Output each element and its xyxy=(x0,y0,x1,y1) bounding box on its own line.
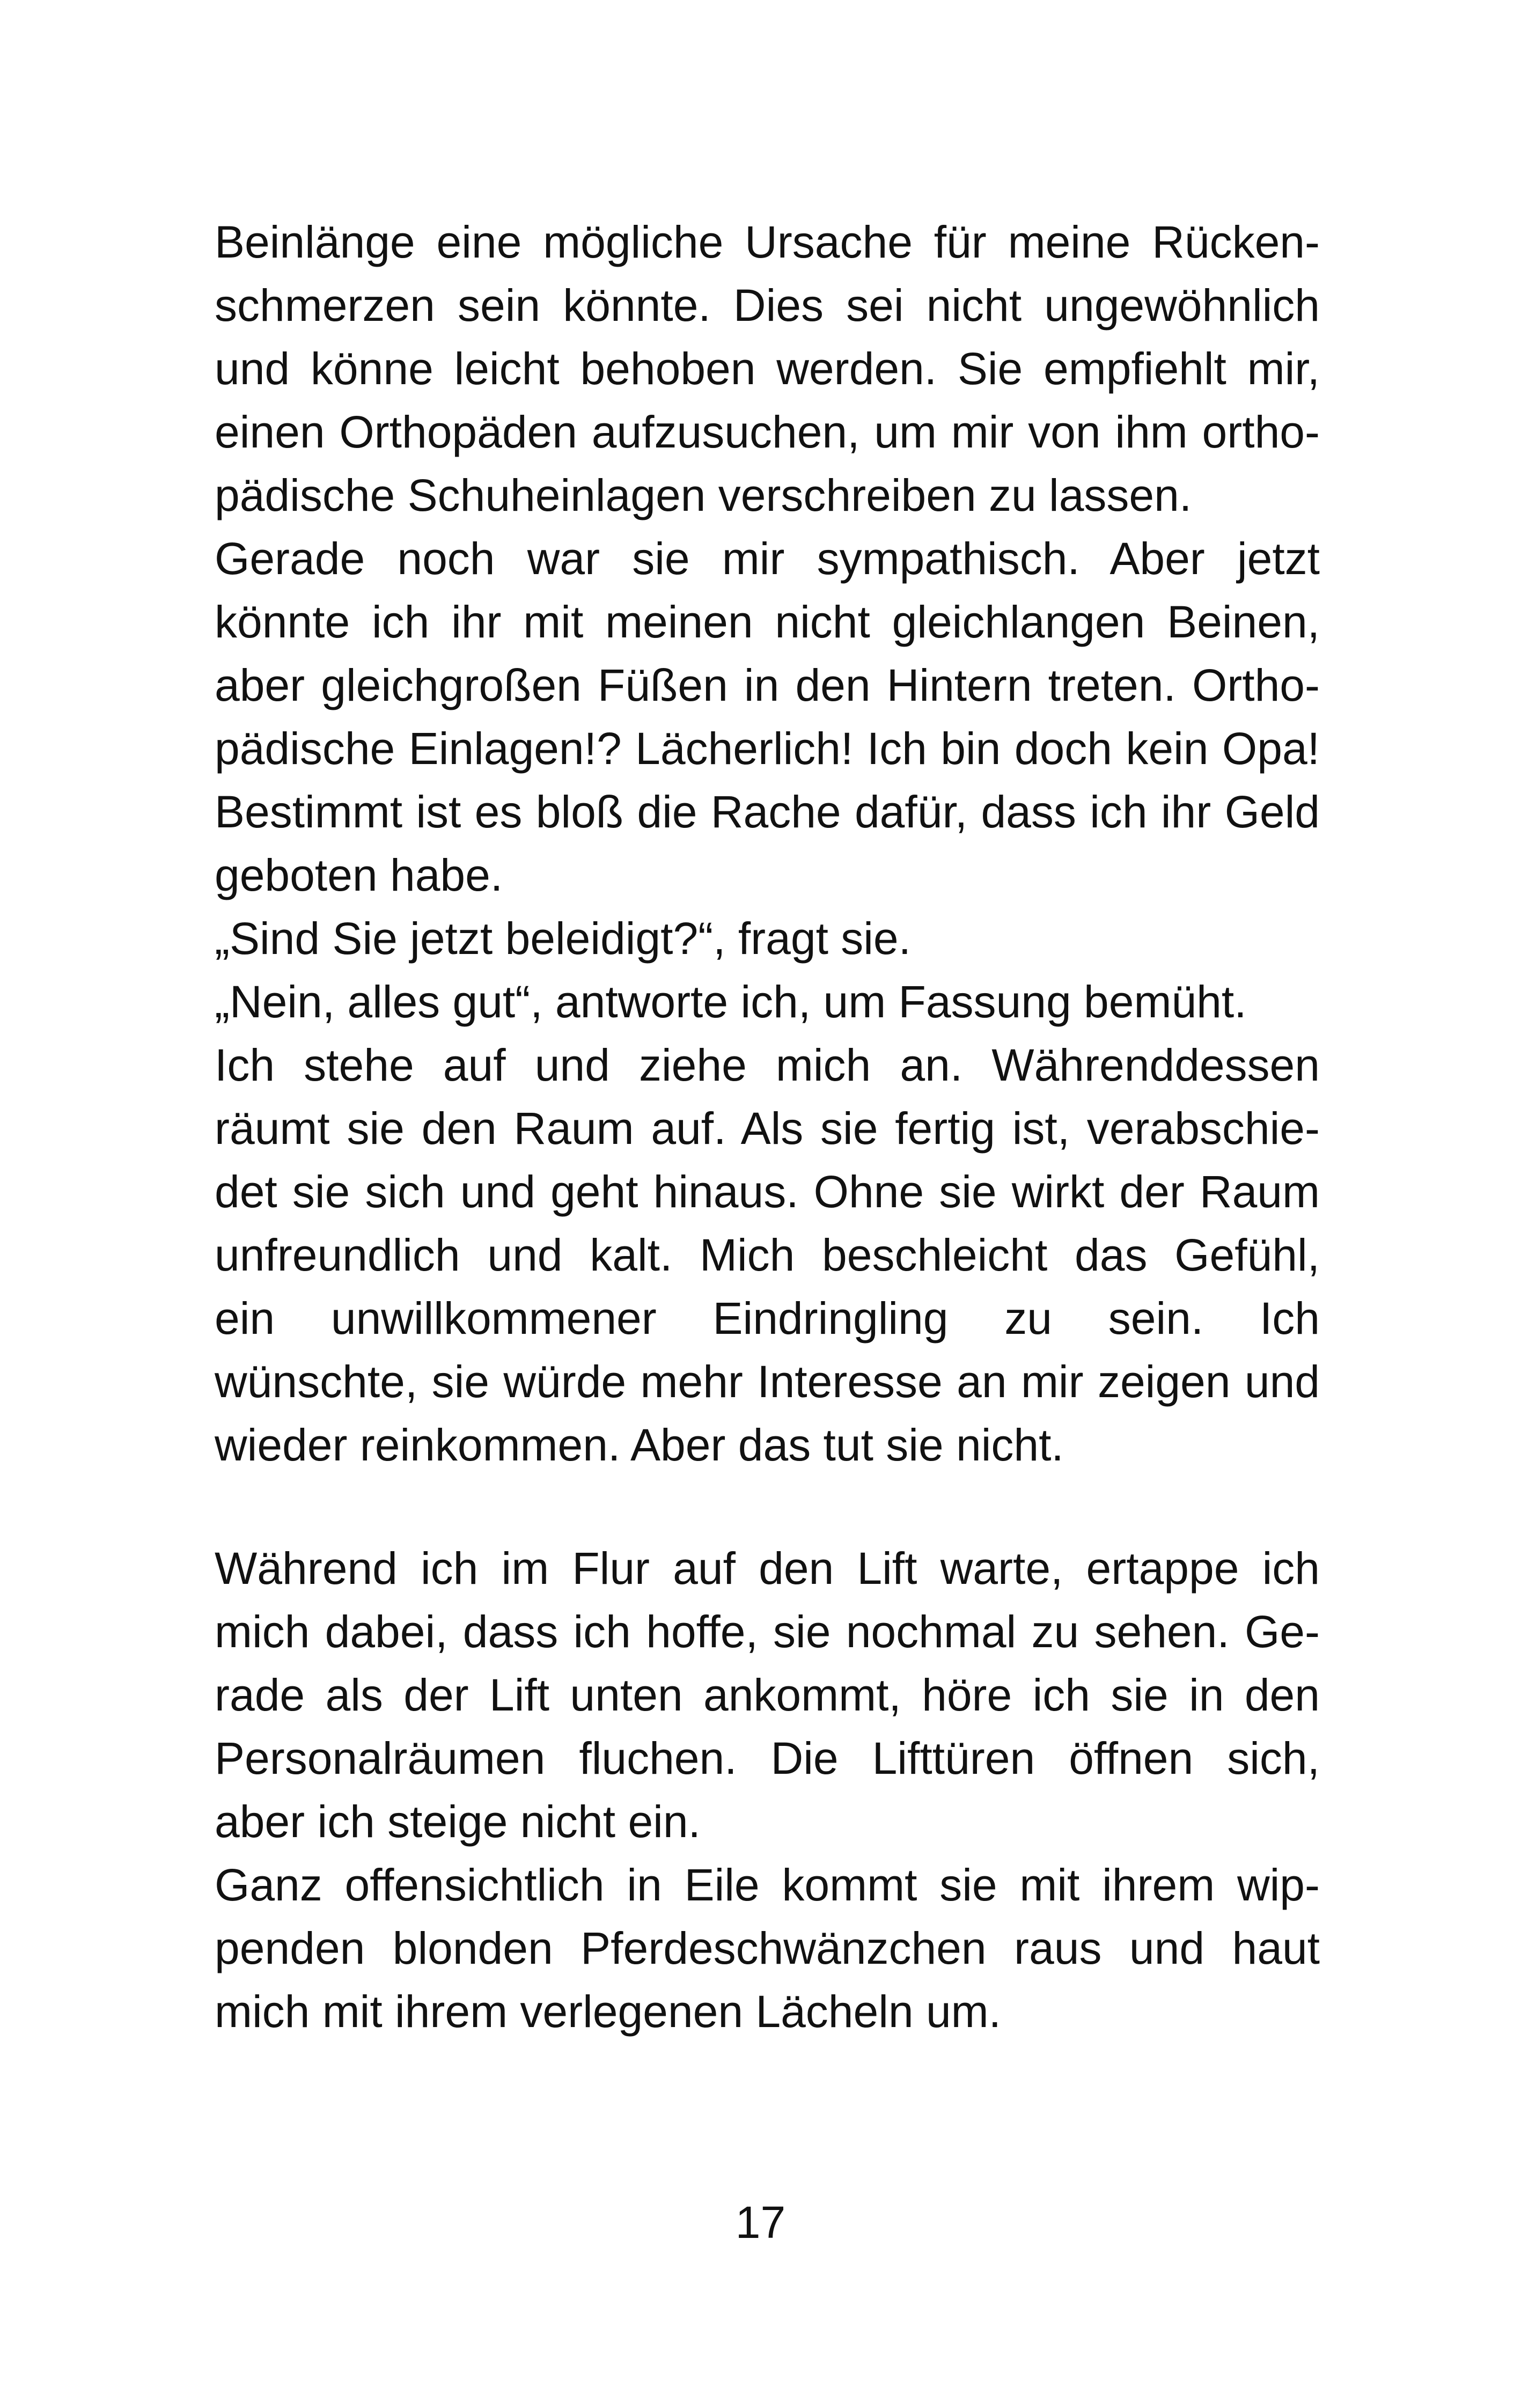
text-line: „Nein, alles gut“, antworte ich, um Fassung bemüht. xyxy=(215,977,1247,1027)
text-block-1 xyxy=(215,210,1320,1477)
text-line: und könne leicht behoben werden. Sie empfiehlt mir, xyxy=(215,343,1320,394)
text-line: det sie sich und geht hinaus. Ohne sie wirkt der Raum xyxy=(215,1166,1320,1217)
text-line: rade als der Lift unten ankommt, höre ich sie in den xyxy=(215,1670,1320,1720)
text-line: mich dabei, dass ich hoffe, sie nochmal zu sehen. Ge- xyxy=(215,1606,1320,1657)
text-line: pädische Schuheinlagen verschreiben zu lassen. xyxy=(215,470,1192,520)
text-line: wieder reinkommen. Aber das tut sie nicht. xyxy=(215,1420,1064,1470)
text-line: aber gleichgroßen Füßen in den Hintern treten. Ortho- xyxy=(215,660,1320,710)
text-line: könnte ich ihr mit meinen nicht gleichlangen Beinen, xyxy=(215,597,1320,647)
text-line: Personalräumen fluchen. Die Lifttüren öffnen sich, xyxy=(215,1733,1320,1783)
text-line: einen Orthopäden aufzusuchen, um mir von ihm ortho- xyxy=(215,407,1320,457)
text-line: unfreundlich und kalt. Mich beschleicht das Gefühl, xyxy=(215,1230,1320,1280)
text-line: Während ich im Flur auf den Lift warte, ertappe ich xyxy=(215,1543,1320,1594)
text-line: Gerade noch war sie mir sympathisch. Aber jetzt xyxy=(215,533,1320,584)
text-line: mich mit ihrem verlegenen Lächeln um. xyxy=(215,1986,1001,2037)
text-line: aber ich steige nicht ein. xyxy=(215,1796,701,1847)
text-line: räumt sie den Raum auf. Als sie fertig ist, verabschie- xyxy=(215,1103,1320,1154)
text-line: Bestimmt ist es bloß die Rache dafür, dass ich ihr Geld xyxy=(215,787,1320,837)
text-line: penden blonden Pferdeschwänzchen raus und haut xyxy=(215,1923,1320,1973)
text-line: pädische Einlagen!? Lächerlich! Ich bin doch kein Opa! xyxy=(215,723,1320,774)
text-line: Beinlänge eine mögliche Ursache für meine Rücken- xyxy=(215,217,1320,267)
text-line: wünschte, sie würde mehr Interesse an mir zeigen und xyxy=(215,1356,1320,1407)
text-line: geboten habe. xyxy=(215,850,503,900)
text-line: Ganz offensichtlich in Eile kommt sie mit ihrem wip- xyxy=(215,1860,1320,1910)
text-line: Ich stehe auf und ziehe mich an. Währenddessen xyxy=(215,1040,1320,1090)
text-block-2 xyxy=(215,1537,1320,2043)
text-line: „Sind Sie jetzt beleidigt?“, fragt sie. xyxy=(215,913,911,964)
text-line: schmerzen sein könnte. Dies sei nicht ungewöhnlich xyxy=(215,280,1320,331)
text-line: ein unwillkommener Eindringling zu sein. Ich xyxy=(215,1293,1320,1344)
page-number: 17 xyxy=(735,2197,786,2248)
